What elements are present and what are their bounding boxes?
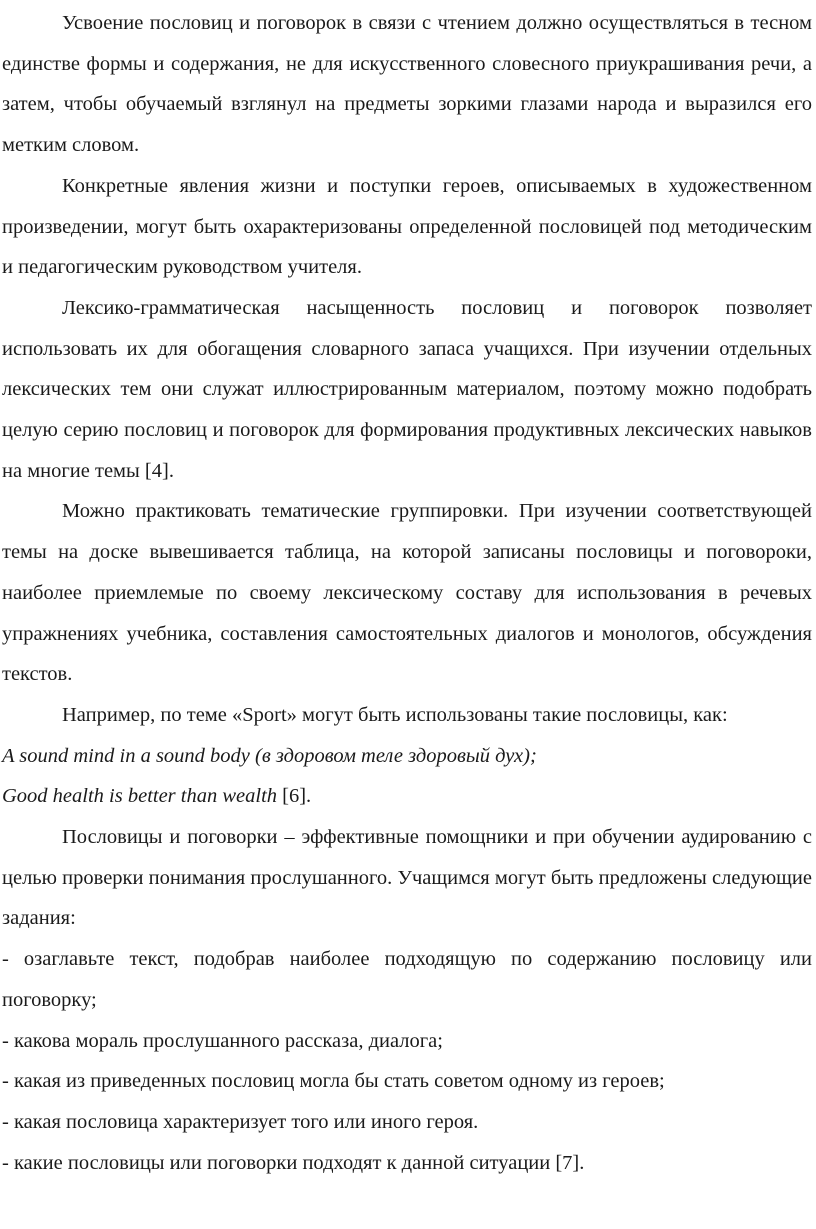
example-proverb-1	[2, 736, 812, 777]
task-item-1: - озаглавьте текст, подобрав наиболее подходящую по содержанию пословицу или поговорку;	[2, 948, 812, 1011]
task-item-2: - какова мораль прослушанного рассказа, диалога;	[2, 1029, 443, 1052]
example-proverb-1-text: A sound mind in a sound body (в здоровом теле здоровый дух);	[2, 744, 537, 767]
example-proverb-2-reference: [6].	[277, 785, 312, 808]
paragraph-5: Например, по теме «Sport» могут быть использованы такие пословицы, как:	[62, 703, 728, 726]
paragraph-3: Лексико-грамматическая насыщенность пословиц и поговорок позволяет использовать их для обогащения словарного запаса учащихся. При изучении отдельных лексических тем они служат иллюстрированным материалом, поэтому можно подобрать целую серию пословиц и поговорок для формирования продуктивных лексических навыков на многие темы [4].	[2, 296, 812, 482]
paragraph-2: Конкретные явления жизни и поступки героев, описываемых в художественном произведении, могут быть охарактеризованы определенной пословицей под методическим и педагогическим руководством учителя.	[2, 174, 812, 279]
task-item-3: - какая из приведенных пословиц могла бы стать советом одному из героев;	[2, 1070, 665, 1093]
example-proverb-2-text: Good health is better than wealth	[2, 785, 278, 808]
paragraph-6: Пословицы и поговорки – эффективные помощники и при обучении аудированию с целью проверки понимания прослушанного. Учащимся могут быть предложены следующие задания:	[2, 826, 812, 930]
document-body	[2, 3, 812, 1183]
paragraph-1: Усвоение пословиц и поговорок в связи с чтением должно осуществляться в тесном единстве формы и содержания, не для искусственного словесного приукрашивания речи, а затем, чтобы обучаемый взглянул на предметы зоркими глазами народа и выразился его метким словом.	[2, 12, 812, 157]
example-proverb-2	[2, 776, 812, 817]
task-item-4: - какая пословица характеризует того или иного героя.	[2, 1110, 479, 1133]
task-item-5: - какие пословицы или поговорки подходят к данной ситуации [7].	[2, 1151, 585, 1174]
paragraph-4: Можно практиковать тематические группировки. При изучении соответствующей темы на доске вывешивается таблица, на которой записаны пословицы и поговороки, наиболее приемлемые по своему лексическому составу для использования в речевых упражнениях учебника, составления самостоятельных диалогов и монологов, обсуждения текстов.	[2, 500, 812, 686]
